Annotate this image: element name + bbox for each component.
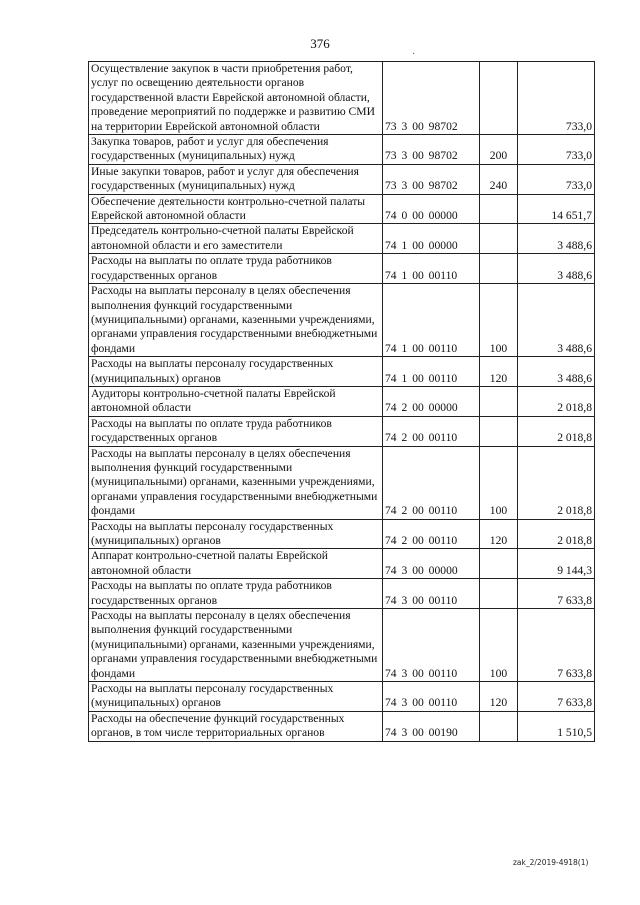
row-name-cell: Расходы на выплаты персоналу в целях обеспечения выполнения функций государственными (муниципальными) органами, казенными учреждениями, органами управления государственными внебюджетными фондами <box>89 284 383 357</box>
row-expense-type-cell: 120 <box>480 682 518 712</box>
row-amount-cell: 14 651,7 <box>518 194 595 224</box>
row-code-cell: 74 3 00 00190 <box>383 711 480 741</box>
row-name-cell: Аудиторы контрольно-счетной палаты Еврейской автономной области <box>89 386 383 416</box>
row-code-cell: 74 0 00 00000 <box>383 194 480 224</box>
row-expense-type-cell: 200 <box>480 135 518 165</box>
row-code-cell: 74 3 00 00000 <box>383 549 480 579</box>
row-name-cell: Расходы на выплаты по оплате труда работников государственных органов <box>89 416 383 446</box>
row-name-cell: Расходы на выплаты персоналу государственных (муниципальных) органов <box>89 519 383 549</box>
row-expense-type-cell: 100 <box>480 284 518 357</box>
row-code-cell: 73 3 00 98702 <box>383 164 480 194</box>
row-name-cell: Осуществление закупок в части приобретения работ, услуг по освещению деятельности органов государственной власти Еврейской автономной области, проведение мероприятий по поддержке и развитию СМИ на территории Еврейской автономной области <box>89 62 383 135</box>
row-name-cell: Расходы на выплаты персоналу в целях обеспечения выполнения функций государственными (муниципальными) органами, казенными учреждениями, органами управления государственными внебюджетными фондами <box>89 609 383 682</box>
row-name-cell: Обеспечение деятельности контрольно-счетной палаты Еврейской автономной области <box>89 194 383 224</box>
row-amount-cell: 3 488,6 <box>518 254 595 284</box>
table-row <box>89 519 595 549</box>
budget-table <box>88 61 595 742</box>
row-code-cell: 74 1 00 00000 <box>383 224 480 254</box>
table-row <box>89 164 595 194</box>
row-amount-cell: 2 018,8 <box>518 519 595 549</box>
table-row <box>89 711 595 741</box>
row-name-cell: Расходы на обеспечение функций государственных органов, в том числе территориальных органов <box>89 711 383 741</box>
row-code-cell: 74 2 00 00000 <box>383 386 480 416</box>
row-amount-cell: 733,0 <box>518 62 595 135</box>
row-name-cell: Расходы на выплаты по оплате труда работников государственных органов <box>89 579 383 609</box>
row-amount-cell: 3 488,6 <box>518 224 595 254</box>
row-code-cell: 74 1 00 00110 <box>383 254 480 284</box>
row-amount-cell: 7 633,8 <box>518 609 595 682</box>
row-code-cell: 74 2 00 00110 <box>383 446 480 519</box>
row-expense-type-cell: 240 <box>480 164 518 194</box>
row-name-cell: Расходы на выплаты персоналу в целях обеспечения выполнения функций государственными (муниципальными) органами, казенными учреждениями, органами управления государственными внебюджетными фондами <box>89 446 383 519</box>
document-code: zak_2/2019-4918(1) <box>513 858 589 867</box>
budget-table-body <box>89 62 595 742</box>
table-row <box>89 609 595 682</box>
row-code-cell: 73 3 00 98702 <box>383 62 480 135</box>
row-expense-type-cell <box>480 254 518 284</box>
table-row <box>89 254 595 284</box>
row-amount-cell: 2 018,8 <box>518 416 595 446</box>
row-expense-type-cell <box>480 711 518 741</box>
row-code-cell: 74 3 00 00110 <box>383 682 480 712</box>
row-expense-type-cell <box>480 386 518 416</box>
table-row <box>89 416 595 446</box>
row-code-cell: 74 2 00 00110 <box>383 519 480 549</box>
row-code-cell: 74 2 00 00110 <box>383 416 480 446</box>
table-row <box>89 682 595 712</box>
row-expense-type-cell: 100 <box>480 446 518 519</box>
table-row <box>89 284 595 357</box>
row-expense-type-cell: 120 <box>480 519 518 549</box>
row-amount-cell: 7 633,8 <box>518 579 595 609</box>
row-name-cell: Иные закупки товаров, работ и услуг для обеспечения государственных (муниципальных) нужд <box>89 164 383 194</box>
row-amount-cell: 2 018,8 <box>518 446 595 519</box>
row-code-cell: 74 3 00 00110 <box>383 609 480 682</box>
row-amount-cell: 7 633,8 <box>518 682 595 712</box>
row-name-cell: Закупка товаров, работ и услуг для обеспечения государственных (муниципальных) нужд <box>89 135 383 165</box>
row-expense-type-cell <box>480 549 518 579</box>
row-expense-type-cell <box>480 416 518 446</box>
row-code-cell: 74 3 00 00110 <box>383 579 480 609</box>
row-expense-type-cell: 100 <box>480 609 518 682</box>
row-name-cell: Аппарат контрольно-счетной палаты Еврейской автономной области <box>89 549 383 579</box>
row-amount-cell: 733,0 <box>518 135 595 165</box>
row-code-cell: 74 1 00 00110 <box>383 284 480 357</box>
row-expense-type-cell <box>480 194 518 224</box>
table-row <box>89 446 595 519</box>
table-row <box>89 135 595 165</box>
row-name-cell: Председатель контрольно-счетной палаты Еврейской автономной области и его заместители <box>89 224 383 254</box>
row-expense-type-cell <box>480 224 518 254</box>
table-row <box>89 224 595 254</box>
row-expense-type-cell: 120 <box>480 357 518 387</box>
row-expense-type-cell <box>480 62 518 135</box>
row-code-cell: 73 3 00 98702 <box>383 135 480 165</box>
table-row <box>89 549 595 579</box>
table-row <box>89 579 595 609</box>
table-row <box>89 62 595 135</box>
row-amount-cell: 3 488,6 <box>518 284 595 357</box>
row-amount-cell: 733,0 <box>518 164 595 194</box>
table-row <box>89 357 595 387</box>
row-name-cell: Расходы на выплаты персоналу государственных (муниципальных) органов <box>89 357 383 387</box>
scan-mark: · <box>412 49 416 60</box>
row-amount-cell: 2 018,8 <box>518 386 595 416</box>
row-amount-cell: 3 488,6 <box>518 357 595 387</box>
table-row <box>89 386 595 416</box>
row-amount-cell: 1 510,5 <box>518 711 595 741</box>
row-code-cell: 74 1 00 00110 <box>383 357 480 387</box>
page-number: 376 <box>310 36 330 51</box>
row-name-cell: Расходы на выплаты по оплате труда работников государственных органов <box>89 254 383 284</box>
row-name-cell: Расходы на выплаты персоналу государственных (муниципальных) органов <box>89 682 383 712</box>
row-expense-type-cell <box>480 579 518 609</box>
table-row <box>89 194 595 224</box>
row-amount-cell: 9 144,3 <box>518 549 595 579</box>
